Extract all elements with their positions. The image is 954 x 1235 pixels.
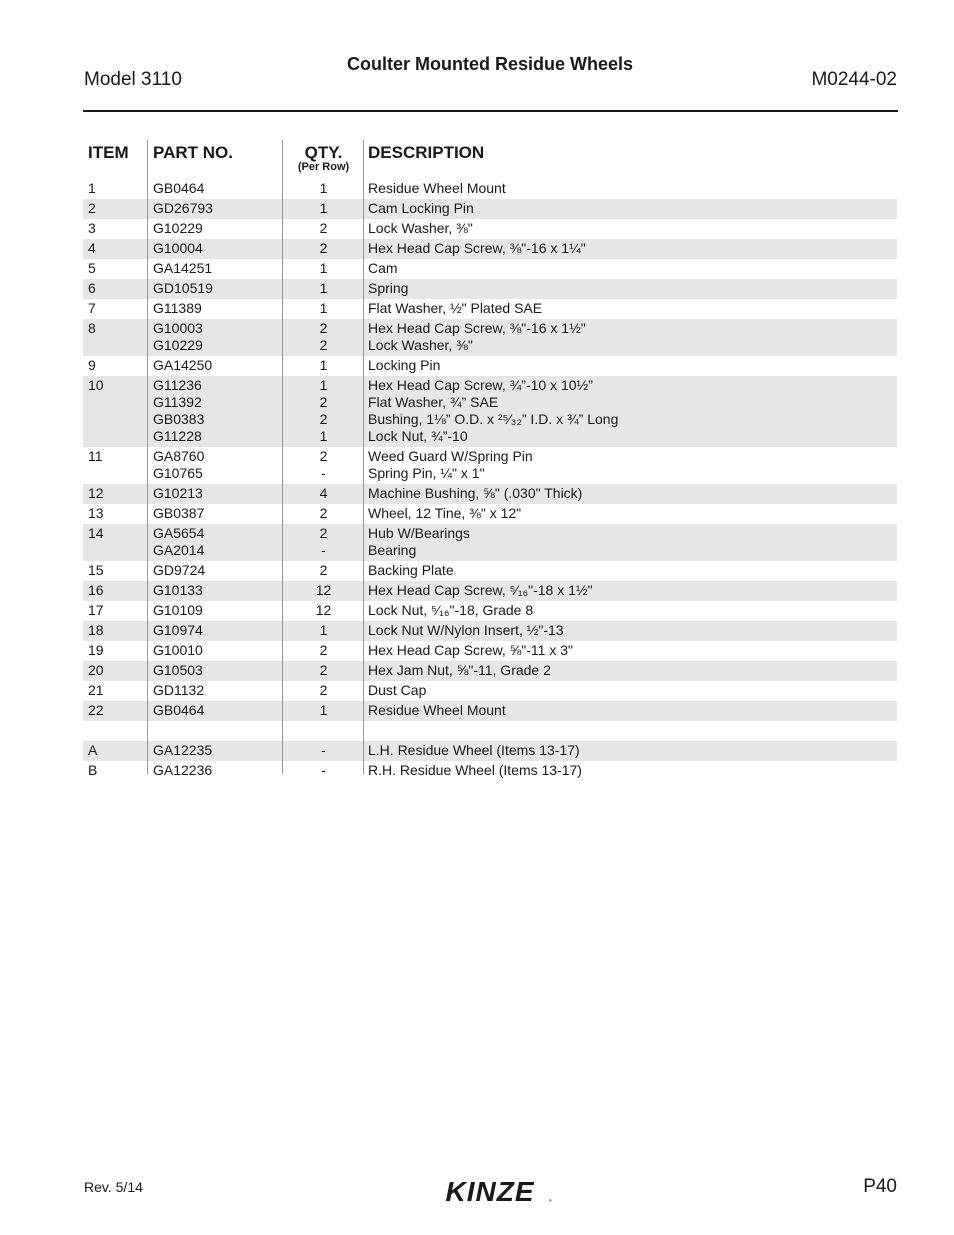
quantity-line: 1	[319, 260, 328, 276]
quantity	[283, 280, 364, 297]
column-header-item: ITEM	[88, 143, 129, 162]
description	[368, 220, 473, 237]
part-number-line: G10213	[153, 485, 203, 501]
quantity-line: 2	[319, 505, 328, 521]
part-number-line: G10133	[153, 582, 203, 598]
table-header	[83, 140, 897, 179]
item-number	[88, 505, 104, 522]
part-number-line: GA5654	[153, 525, 205, 541]
item-number-line: 5	[88, 260, 96, 276]
description-line: Weed Guard W/Spring Pin	[368, 448, 533, 464]
table-row	[83, 504, 897, 524]
item-number-line: 18	[88, 622, 104, 638]
description-line: Dust Cap	[368, 682, 427, 698]
part-number	[153, 525, 204, 559]
description-line: Lock Washer, ⅜"	[368, 337, 473, 353]
quantity-line: 2	[319, 525, 328, 541]
description-line: Hex Jam Nut, ⅝"-11, Grade 2	[368, 662, 551, 678]
description-line: Bearing	[368, 542, 417, 558]
quantity-line: 2	[319, 411, 328, 427]
quantity-line: 1	[319, 428, 328, 444]
part-number	[153, 562, 205, 579]
part-number-line: GD9724	[153, 562, 206, 578]
description	[368, 180, 506, 197]
description-line: Hex Head Cap Screw, ⅝"-11 x 3"	[368, 642, 573, 658]
table-row	[83, 641, 897, 661]
revision-label: Rev. 5/14	[84, 1179, 143, 1195]
description-line: Spring Pin, ¼" x 1"	[368, 465, 485, 481]
quantity	[283, 505, 364, 522]
description-line: Cam	[368, 260, 398, 276]
quantity-line: 2	[319, 240, 328, 256]
item-number	[88, 702, 104, 719]
quantity	[283, 320, 364, 354]
description-line: Locking Pin	[368, 357, 441, 373]
description-line: Hex Head Cap Screw, ⅜"-16 x 1¼"	[368, 240, 586, 256]
table-row	[83, 721, 897, 741]
quantity-line: -	[321, 465, 326, 481]
table-row	[83, 701, 897, 721]
description	[368, 240, 586, 257]
quantity	[283, 220, 364, 237]
description	[368, 762, 582, 779]
description	[368, 602, 533, 619]
part-number	[153, 357, 212, 374]
part-number-line: GB0464	[153, 180, 205, 196]
description-line: Flat Washer, ¾” SAE	[368, 394, 499, 410]
model-label: Model 3110	[84, 69, 182, 90]
quantity-line: 1	[319, 357, 328, 373]
item-number	[88, 762, 97, 779]
table-row	[83, 279, 897, 299]
table-row	[83, 356, 897, 376]
quantity	[283, 300, 364, 317]
description-line: Lock Nut W/Nylon Insert, ½"-13	[368, 622, 564, 638]
quantity	[283, 702, 364, 719]
part-number	[153, 582, 203, 599]
part-number	[153, 300, 202, 317]
part-number	[153, 180, 204, 197]
part-number-line: G10229	[153, 337, 203, 353]
description	[368, 357, 440, 374]
page-title: Coulter Mounted Residue Wheels	[346, 54, 634, 74]
item-number	[88, 280, 96, 297]
part-number-line: GA14250	[153, 357, 213, 373]
table-row	[83, 447, 897, 484]
part-number	[153, 280, 213, 297]
description	[368, 300, 542, 317]
quantity-line: 2	[319, 562, 328, 578]
part-number	[153, 505, 204, 522]
table-row	[83, 219, 897, 239]
quantity	[283, 582, 364, 599]
part-number	[153, 682, 204, 699]
item-number	[88, 448, 103, 465]
part-number-line: GB0383	[153, 411, 205, 427]
part-number-line: GD10519	[153, 280, 213, 296]
description	[368, 622, 564, 639]
description-line: Spring	[368, 280, 409, 296]
description-line: R.H. Residue Wheel (Items 13-17)	[368, 762, 582, 778]
quantity	[283, 662, 364, 679]
part-number	[153, 240, 203, 257]
column-divider	[147, 140, 148, 774]
table-row	[83, 319, 897, 356]
description	[368, 742, 580, 759]
part-number	[153, 622, 203, 639]
quantity-line: -	[321, 762, 326, 778]
quantity-line: 2	[319, 662, 328, 678]
item-number	[88, 200, 96, 217]
quantity-line: 12	[315, 582, 332, 598]
item-number	[88, 662, 104, 679]
item-number-line: B	[88, 762, 98, 778]
part-number-line: GA2014	[153, 542, 205, 558]
description	[368, 200, 474, 217]
kinze-logo	[430, 1177, 552, 1205]
item-number-line: A	[88, 742, 98, 758]
item-number-line: 10	[88, 377, 104, 393]
quantity-line: 4	[319, 485, 328, 501]
quantity	[283, 642, 364, 659]
part-number-line: GB0387	[153, 505, 205, 521]
parts-table	[83, 140, 897, 781]
quantity	[283, 377, 364, 445]
item-number	[88, 377, 104, 394]
quantity-line: 1	[319, 622, 328, 638]
description-line: Hex Head Cap Screw, ¾”-10 x 10½”	[368, 377, 593, 393]
description-line: Lock Nut, ⁵⁄₁₆"-18, Grade 8	[368, 602, 534, 618]
table-row	[83, 199, 897, 219]
item-number	[88, 562, 104, 579]
part-number-line: G10109	[153, 602, 203, 618]
item-number-line: 14	[88, 525, 104, 541]
quantity-line: 12	[315, 602, 332, 618]
item-number	[88, 220, 96, 237]
item-number	[88, 682, 104, 699]
item-number	[88, 300, 96, 317]
item-number-line: 15	[88, 562, 104, 578]
description-line: Hex Head Cap Screw, ⅜"-16 x 1½"	[368, 320, 586, 336]
quantity-line: 2	[319, 448, 328, 464]
table-row	[83, 299, 897, 319]
item-number-line: 3	[88, 220, 96, 236]
part-number	[153, 602, 203, 619]
quantity	[283, 200, 364, 217]
part-number-line: G10503	[153, 662, 203, 678]
quantity	[283, 762, 364, 779]
description	[368, 582, 593, 599]
column-divider	[282, 140, 283, 774]
description	[368, 682, 426, 699]
column-header-qty-sub: (Per Row)	[297, 161, 350, 173]
quantity-line: 1	[319, 377, 328, 393]
table-row	[83, 761, 897, 781]
description-line: Residue Wheel Mount	[368, 180, 506, 196]
quantity	[283, 485, 364, 502]
part-number	[153, 377, 204, 445]
svg-text:®: ®	[549, 1198, 552, 1203]
column-header-part: PART NO.	[153, 143, 233, 162]
quantity	[283, 260, 364, 277]
quantity	[283, 622, 364, 639]
description-line: Hex Head Cap Screw, ⁵⁄₁₆"-18 x 1½"	[368, 582, 593, 598]
item-number-line: 9	[88, 357, 96, 373]
quantity-line: 1	[319, 180, 328, 196]
part-number-line: G10010	[153, 642, 203, 658]
description	[368, 662, 551, 679]
item-number-line: 2	[88, 200, 96, 216]
item-number	[88, 642, 104, 659]
table-row	[83, 601, 897, 621]
description	[368, 320, 586, 354]
description	[368, 260, 398, 277]
item-number-line: 8	[88, 320, 96, 336]
description	[368, 485, 582, 502]
part-number-line: GD1132	[153, 682, 205, 698]
part-number	[153, 762, 212, 779]
description-line: Machine Bushing, ⅝" (.030" Thick)	[368, 485, 583, 501]
part-number	[153, 320, 203, 354]
part-number-line: G10004	[153, 240, 203, 256]
item-number-line: 20	[88, 662, 104, 678]
part-number-line: G11236	[153, 377, 202, 393]
description-line: Cam Locking Pin	[368, 200, 474, 216]
quantity-line: 2	[319, 337, 328, 353]
table-row	[83, 484, 897, 504]
part-number-line: G10765	[153, 465, 203, 481]
part-number-line: G10229	[153, 220, 203, 236]
description-line: Hub W/Bearings	[368, 525, 470, 541]
table-row	[83, 661, 897, 681]
item-number-line: 19	[88, 642, 104, 658]
item-number-line: 4	[88, 240, 96, 256]
quantity	[283, 180, 364, 197]
item-number-line: 12	[88, 485, 104, 501]
item-number	[88, 582, 104, 599]
quantity	[283, 602, 364, 619]
table-row	[83, 581, 897, 601]
column-header-description: DESCRIPTION	[368, 143, 485, 162]
item-number-line: 7	[88, 300, 96, 316]
table-row	[83, 259, 897, 279]
part-number-line: G10974	[153, 622, 203, 638]
quantity-line: 2	[319, 642, 328, 658]
part-number-line: GA14251	[153, 260, 213, 276]
quantity-line: 2	[319, 320, 328, 336]
item-number	[88, 180, 96, 197]
description	[368, 702, 506, 719]
quantity	[283, 240, 364, 257]
part-number-line: GA12235	[153, 742, 213, 758]
quantity	[283, 742, 364, 759]
quantity-line: 1	[319, 200, 328, 216]
table-row	[83, 376, 897, 447]
part-number-line: GD26793	[153, 200, 213, 216]
quantity	[283, 562, 364, 579]
part-number-line: GA8760	[153, 448, 205, 464]
table-row	[83, 179, 897, 199]
part-number-line: G11389	[153, 300, 202, 316]
table-row	[83, 741, 897, 761]
item-number	[88, 485, 104, 502]
page-number: P40	[863, 1176, 897, 1197]
table-row	[83, 561, 897, 581]
item-number-line: 13	[88, 505, 104, 521]
item-number-line: 22	[88, 702, 104, 718]
item-number-line: 6	[88, 280, 96, 296]
part-number-line: GA12236	[153, 762, 213, 778]
part-number	[153, 742, 212, 759]
part-number-line: G10003	[153, 320, 203, 336]
description-line: Bushing, 1⅛” O.D. x ²⁵⁄₃₂” I.D. x ¾” Long	[368, 411, 619, 427]
description	[368, 377, 618, 445]
quantity-line: 1	[319, 300, 328, 316]
quantity-line: 1	[319, 280, 328, 296]
part-number	[153, 448, 204, 482]
quantity-line: 2	[319, 682, 328, 698]
description-line: Residue Wheel Mount	[368, 702, 506, 718]
document-number: M0244-02	[811, 69, 897, 90]
header-rule	[83, 110, 898, 112]
item-number	[88, 602, 104, 619]
description-line: L.H. Residue Wheel (Items 13-17)	[368, 742, 580, 758]
quantity	[283, 682, 364, 699]
item-number	[88, 240, 96, 257]
quantity-line: 2	[319, 220, 328, 236]
part-number-line: GB0464	[153, 702, 205, 718]
quantity-line: -	[321, 742, 326, 758]
item-number	[88, 622, 104, 639]
item-number-line: 1	[88, 180, 96, 196]
description-line: Wheel, 12 Tine, ⅜" x 12"	[368, 505, 522, 521]
svg-text:KINZE: KINZE	[445, 1177, 535, 1205]
item-number	[88, 525, 104, 542]
part-number	[153, 260, 212, 277]
table-body	[83, 179, 897, 781]
quantity	[283, 448, 364, 482]
quantity	[283, 525, 364, 559]
item-number	[88, 320, 96, 337]
part-number-line: G11392	[153, 394, 202, 410]
item-number-line: 17	[88, 602, 104, 618]
item-number-line: 21	[88, 682, 104, 698]
item-number	[88, 260, 96, 277]
part-number	[153, 702, 204, 719]
quantity-line: -	[321, 542, 326, 558]
part-number-line: G11228	[153, 428, 202, 444]
table-row	[83, 239, 897, 259]
description	[368, 642, 573, 659]
table-row	[83, 681, 897, 701]
item-number-line: 11	[88, 448, 103, 464]
part-number	[153, 485, 203, 502]
quantity	[283, 357, 364, 374]
description	[368, 525, 470, 559]
description	[368, 448, 533, 482]
item-number-line: 16	[88, 582, 104, 598]
description-line: Flat Washer, ½" Plated SAE	[368, 300, 543, 316]
item-number	[88, 357, 96, 374]
part-number	[153, 200, 213, 217]
part-number	[153, 220, 203, 237]
description	[368, 562, 454, 579]
column-divider	[363, 140, 364, 774]
part-number	[153, 662, 203, 679]
quantity-line: 1	[319, 702, 328, 718]
description	[368, 280, 408, 297]
description-line: Lock Washer, ⅜"	[368, 220, 473, 236]
table-row	[83, 524, 897, 561]
item-number	[88, 742, 97, 759]
description-line: Lock Nut, ¾”-10	[368, 428, 468, 444]
part-number	[153, 642, 203, 659]
quantity-line: 2	[319, 394, 328, 410]
column-header-qty: QTY.	[304, 143, 343, 162]
table-row	[83, 621, 897, 641]
description-line: Backing Plate	[368, 562, 454, 578]
description	[368, 505, 521, 522]
